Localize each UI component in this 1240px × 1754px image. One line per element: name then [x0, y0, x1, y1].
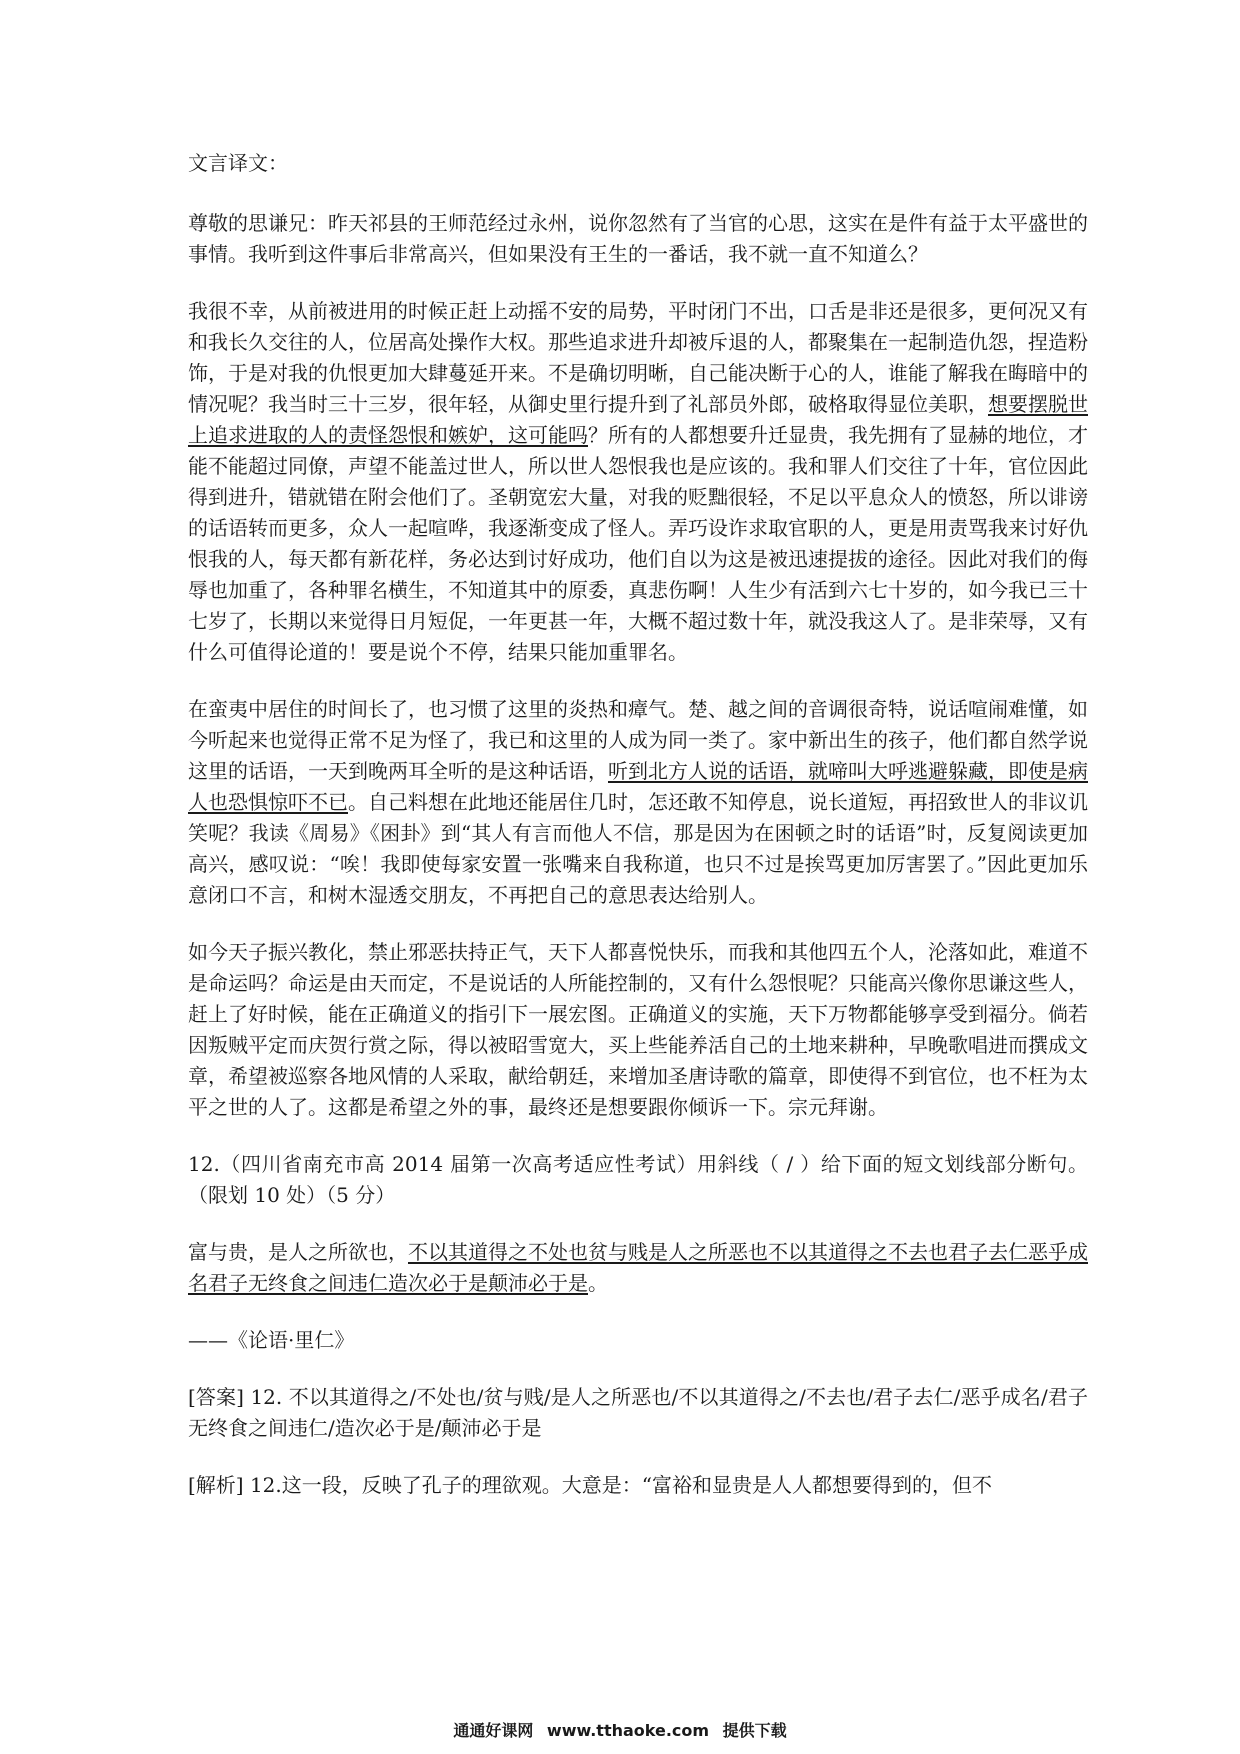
- translation-paragraph-3: [188, 694, 1088, 911]
- section-heading: 文言译文：: [188, 151, 288, 175]
- document-page: [188, 148, 1088, 1527]
- answer-text: [答案] 12. 不以其道得之/不处也/贫与贱/是人之所恶也/不以其道得之/不去也/君子去仁/恶乎成名/君子无终食之间违仁/造次必于是/颠沛必于是: [188, 1385, 1088, 1440]
- paragraph-text: 。自己料想在此地还能居住几时，怎还敢不知停息，说长道短，再招致世人的非议讥笑呢？我读《周易》《困卦》到“其人有言而他人不信，那是因为在困顿之时的话语”时，反复阅读更加高兴，感叹说：“唉！我即使每家安置一张嘴来自我称道，也只不过是挨骂更加厉害罢了。”因此更加乐意闭口不言，和树木湿透交朋友，不再把自己的意思表达给别人。: [188, 790, 1088, 907]
- footer-site-name: 通通好课网: [453, 1721, 534, 1740]
- underlined-text: 想要摆脱世上追求进取的人的责怪怨恨和嫉妒，这可能吗: [188, 392, 1088, 447]
- passage-source: ——《论语·里仁》: [188, 1328, 355, 1352]
- underlined-text: 听到北方人说的话语，就啼叫大呼逃避躲藏，即使是病人也恐惧惊吓不已: [188, 759, 1088, 814]
- paragraph-text: 我很不幸，从前被进用的时候正赶上动摇不安的局势，平时闭门不出，口舌是非还是很多，更何况又有和我长久交往的人，位居高处操作大权。那些追求进升却被斥退的人，都聚集在一起制造仇怨，捏造粉饰，于是对我的仇恨更加大肆蔓延开来。不是确切明晰，自己能决断于心的人，谁能了解我在晦暗中的情况呢？我当时三十三岁，很年轻，从御史里行提升到了礼部员外郎，破格取得显位美职，: [188, 299, 1088, 416]
- translation-paragraph-2: [188, 296, 1088, 668]
- question-text: 12.（四川省南充市高 2014 届第一次高考适应性考试）用斜线（ / ）给下面的短文划线部分断句。（限划 10 处）（5 分）: [188, 1152, 1088, 1207]
- page-footer: [0, 1718, 1240, 1741]
- translation-paragraph-4: 如今天子振兴教化，禁止邪恶扶持正气，天下人都喜悦快乐，而我和其他四五个人，沦落如此，难道不是命运吗？命运是由天而定，不是说话的人所能控制的，又有什么怨恨呢？只能高兴像你思谦这些人，赶上了好时候，能在正确道义的指引下一展宏图。正确道义的实施，天下万物都能够享受到福分。倘若因叛贼平定而庆贺行赏之际，得以被昭雪宽大，买上些能养活自己的土地来耕种，早晚歌唱进而撰成文章，希望被巡察各地风情的人采取，献给朝廷，来增加圣唐诗歌的篇章，即使得不到官位，也不枉为太平之世的人了。这都是希望之外的事，最终还是想要跟你倾诉一下。宗元拜谢。: [188, 940, 1088, 1119]
- underlined-passage: 不以其道得之不处也贫与贱是人之所恶也不以其道得之不去也君子去仁恶乎成名君子无终食之间违仁造次必于是颠沛必于是: [188, 1240, 1088, 1295]
- question-passage: [188, 1237, 1088, 1299]
- paragraph-text: 在蛮夷中居住的时间长了，也习惯了这里的炎热和瘴气。楚、越之间的音调很奇特，说话喧闹难懂，如今听起来也觉得正常不足为怪了，我已和这里的人成为同一类了。家中新出生的孩子，他们都自然学说这里的话语，一天到晚两耳全听的是这种话语，: [188, 697, 1088, 783]
- footer-url[interactable]: www.tthaoke.com: [546, 1721, 710, 1740]
- analysis-text: [解析] 12.这一段，反映了孔子的理欲观。大意是：“富裕和显贵是人人都想要得到的，但不: [188, 1473, 992, 1497]
- passage-text: 富与贵，是人之所欲也，: [188, 1240, 408, 1264]
- translation-paragraph-1: 尊敬的思谦兄：昨天祁县的王师范经过永州，说你忽然有了当官的心思，这实在是件有益于太平盛世的事情。我听到这件事后非常高兴，但如果没有王生的一番话，我不就一直不知道么？: [188, 211, 1088, 266]
- footer-note: 提供下载: [722, 1721, 787, 1740]
- paragraph-text: ？所有的人都想要升迁显贵，我先拥有了显赫的地位，才能不能超过同僚，声望不能盖过世人，所以世人怨恨我也是应该的。我和罪人们交往了十年，官位因此得到进升，错就错在附会他们了。圣朝宽宏大量，对我的贬黜很轻，不足以平息众人的愤怒，所以诽谤的话语转而更多，众人一起喧哗，我逐渐变成了怪人。弄巧设诈求取官职的人，更是用责骂我来讨好仇恨我的人，每天都有新花样，务必达到讨好成功，他们自以为这是被迅速提拔的途径。因此对我们的侮辱也加重了，各种罪名横生，不知道其中的原委，真悲伤啊！人生少有活到六七十岁的，如今我已三十七岁了，长期以来觉得日月短促，一年更甚一年，大概不超过数十年，就没我这人了。是非荣辱，又有什么可值得论道的！要是说个不停，结果只能加重罪名。: [188, 423, 1088, 664]
- passage-text: 。: [588, 1271, 608, 1295]
